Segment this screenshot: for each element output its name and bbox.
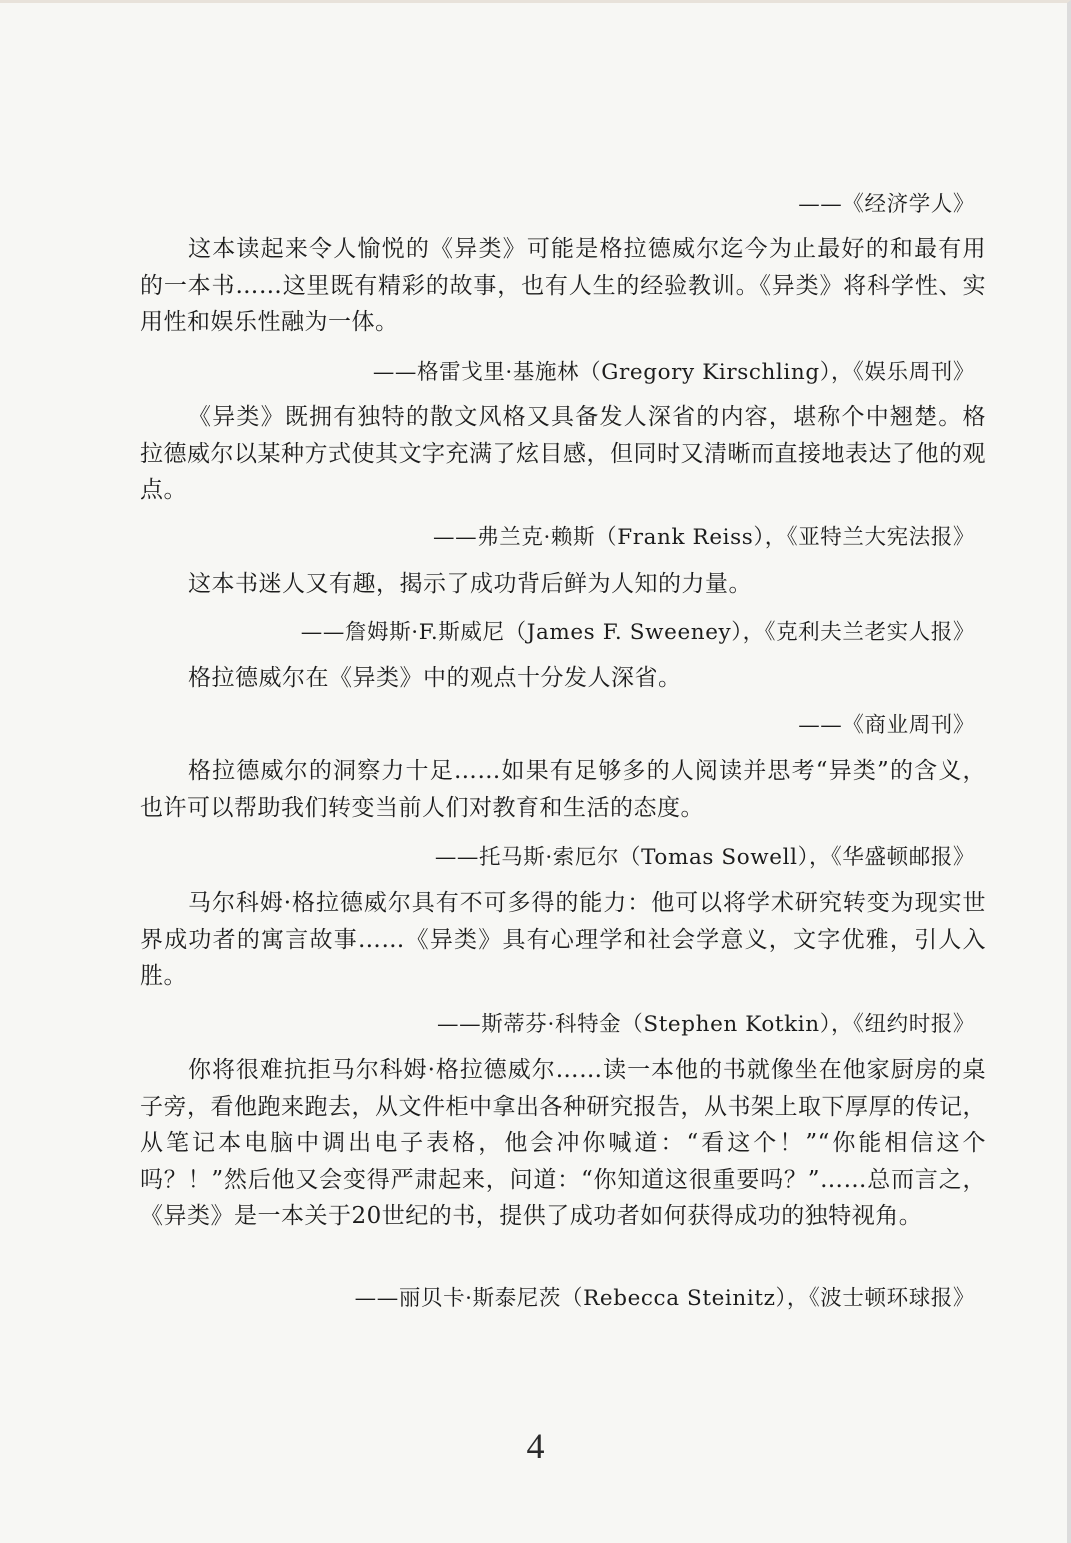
review-paragraph-3 [140, 566, 986, 603]
review-paragraph-2 [140, 399, 986, 509]
attribution-cleveland-plain-dealer: ——詹姆斯·F.斯威尼（James F. Sweeney），《克利夫兰老实人报》 [300, 620, 975, 645]
review-text: 这本读起来令人愉悦的《异类》可能是格拉德威尔迄今为止最好的和最有用的一本书……这里既有精彩的故事，也有人生的经验教训。《异类》将科学性、实用性和娱乐性融为一体。 [140, 236, 986, 335]
review-paragraph-7 [140, 1052, 986, 1235]
review-paragraph-1 [140, 231, 986, 341]
attribution-atlanta-constitution: ——弗兰克·赖斯（Frank Reiss），《亚特兰大宪法报》 [432, 525, 975, 550]
review-paragraph-6 [140, 885, 986, 995]
review-text: 《异类》既拥有独特的散文风格又具备发人深省的内容，堪称个中翘楚。格拉德威尔以某种方式使其文字充满了炫目感，但同时又清晰而直接地表达了他的观点。 [140, 404, 986, 503]
review-text: 这本书迷人又有趣，揭示了成功背后鲜为人知的力量。 [188, 571, 752, 597]
review-text: 格拉德威尔在《异类》中的观点十分发人深省。 [188, 665, 682, 691]
review-paragraph-5 [140, 753, 986, 826]
attribution-business-week: ——《商业周刊》 [798, 713, 975, 738]
review-text: 你将很难抗拒马尔科姆·格拉德威尔……读一本他的书就像坐在他家厨房的桌子旁，看他跑来跑去，从文件柜中拿出各种研究报告，从书架上取下厚厚的传记，从笔记本电脑中调出电子表格，他会冲你喊道：“看这个！”“你能相信这个吗？！”然后他又会变得严肃起来，问道：“你知道这很重要吗？”……总而言之，《异类》是一本关于20世纪的书，提供了成功者如何获得成功的独特视角。 [140, 1057, 986, 1229]
attribution-economist: ——《经济学人》 [798, 192, 975, 217]
attribution-washington-post: ——托马斯·索厄尔（Tomas Sowell），《华盛顿邮报》 [434, 845, 975, 870]
review-text: 马尔科姆·格拉德威尔具有不可多得的能力：他可以将学术研究转变为现实世界成功者的寓言故事……《异类》具有心理学和社会学意义，文字优雅，引人入胜。 [140, 890, 986, 989]
attribution-boston-globe: ——丽贝卡·斯泰尼茨（Rebecca Steinitz），《波士顿环球报》 [354, 1286, 975, 1311]
review-text: 格拉德威尔的洞察力十足……如果有足够多的人阅读并思考“异类”的含义，也许可以帮助我们转变当前人们对教育和生活的态度。 [140, 758, 986, 821]
attribution-new-york-times: ——斯蒂芬·科特金（Stephen Kotkin），《纽约时报》 [437, 1012, 975, 1037]
attribution-entertainment-weekly: ——格雷戈里·基施林（Gregory Kirschling），《娱乐周刊》 [372, 360, 975, 385]
page-number: 4 [526, 1426, 545, 1466]
review-paragraph-4 [140, 660, 986, 697]
